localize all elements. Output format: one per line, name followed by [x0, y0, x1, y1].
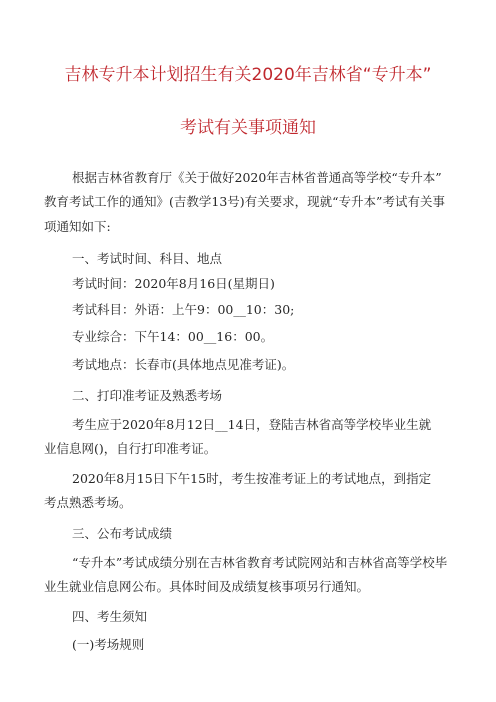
paragraph-line: 业信息网()，自行打印准考证。 — [44, 441, 217, 456]
paragraph-line: 业生就业信息网公布。具体时间及成绩复核事项另行通知。 — [44, 579, 370, 594]
section-heading: 一、考试时间、科目、地点 — [72, 251, 223, 266]
paragraph-line: 考试时间：2020年8月16日(星期日) — [72, 276, 275, 291]
paragraph-line: “专升本”考试成绩分别在吉林省教育考试院网站和吉林省高等学校毕 — [72, 555, 448, 570]
paragraph-line: 考点熟悉考场。 — [44, 495, 132, 510]
subsection-heading: (一)考场规则 — [72, 637, 145, 652]
paragraph-line: 教育考试工作的通知》(吉教学13号)有关要求，现就“专升本”考试有关事 — [44, 194, 445, 209]
paragraph-line: 考试地点：长春市(具体地点见准考证)。 — [72, 357, 295, 372]
paragraph-line: 项通知如下: — [44, 219, 111, 234]
document-title-line-1: 吉林专升本计划招生有关2020年吉林省“专升本” — [64, 65, 432, 85]
paragraph-line: 考试科目：外语：上午9：00__10：30; — [72, 302, 295, 317]
document-title-line-2: 考试有关事项通知 — [180, 118, 316, 138]
paragraph-line: 2020年8月15日下午15时，考生按准考证上的考试地点，到指定 — [72, 471, 432, 486]
section-heading: 二、打印准考证及熟悉考场 — [72, 388, 223, 403]
paragraph-line: 根据吉林省教育厅《关于做好2020年吉林省普通高等学校“专升本” — [72, 170, 442, 185]
section-heading: 四、考生须知 — [72, 609, 148, 624]
paragraph-line: 专业综合：下午14：00__16：00。 — [72, 329, 274, 344]
section-heading: 三、公布考试成绩 — [72, 526, 173, 541]
paragraph-line: 考生应于2020年8月12日__14日，登陆吉林省高等学校毕业生就 — [72, 417, 432, 432]
